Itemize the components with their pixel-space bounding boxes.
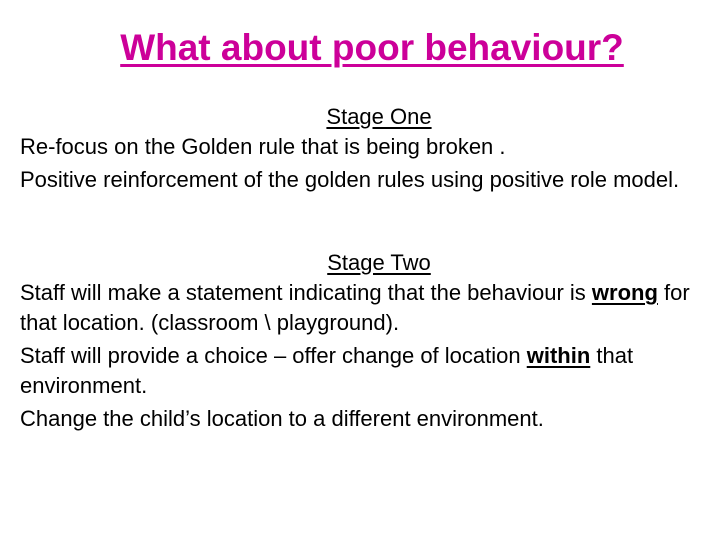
slide-body bbox=[20, 102, 716, 437]
stage-two-item-statement bbox=[20, 278, 716, 338]
stage-one-item-refocus: Re-focus on the Golden rule that is being broken . bbox=[20, 134, 506, 159]
stage-one-item-reinforcement: Positive reinforcement of the golden rules using positive role model. bbox=[20, 167, 680, 192]
stage-two-heading: Stage Two bbox=[327, 250, 431, 275]
slide-title: What about poor behaviour? bbox=[120, 27, 624, 68]
stage-one-heading: Stage One bbox=[326, 104, 432, 129]
stage-one-section bbox=[20, 102, 716, 195]
section-spacer bbox=[20, 198, 716, 248]
stage-two-section bbox=[20, 248, 716, 434]
emphasis-wrong: wrong bbox=[591, 280, 658, 305]
choice-text-end: that environment. bbox=[20, 343, 634, 398]
stage-two-item-change-location: Change the child’s location to a different environment. bbox=[20, 406, 544, 431]
stage-two-item-choice bbox=[20, 341, 716, 401]
statement-text-end: for that location. (classroom \ playground). bbox=[20, 280, 690, 335]
emphasis-within: within bbox=[526, 343, 591, 368]
statement-text-start: Staff will make a statement indicating that the behaviour is bbox=[20, 280, 592, 305]
choice-text-start: Staff will provide a choice – offer change of location bbox=[20, 343, 527, 368]
